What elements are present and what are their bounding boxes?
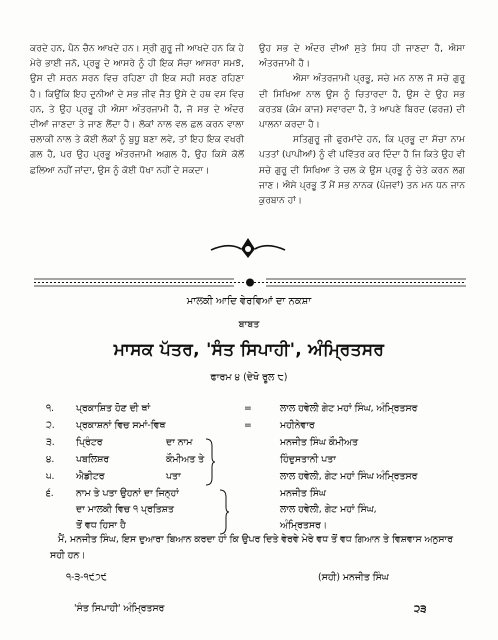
declaration-date: ੧-੩-੧੯੭੯	[66, 572, 107, 583]
row-number: ੪.	[46, 454, 55, 465]
declaration-text: ਮੈਂ, ਮਨਜੀਤ ਸਿੰਘ, ਇਸ ਦੁਆਰਾ ਬਿਆਨ ਕਰਦਾ ਹਾਂ ਕਿ ਉਪਰ ਦਿਤੇ ਵੇਰਵੇ ਮੇਰੇ ਵਧ ਤੋਂ ਵਧ ਗਿਆਨ ਤੇ ਵਿਸ਼ਵਾਸ ਅਨੁਸਾਰ ਸਹੀ ਹਨ।	[50, 534, 453, 561]
row-value: ਮਨਜੀਤ ਸਿੰਘ ਕੌਮੀਅਤ	[280, 437, 358, 448]
column-right-para-1: ਉਹ ਸਭ ਦੇ ਅੰਦਰ ਦੀਆਂ ਸੁਤੇ ਸਿਧ ਹੀ ਜਾਣਦਾ ਹੈ, ਐਸਾ ਅੰਤਰਜਾਮੀ ਹੈ।	[259, 44, 465, 70]
column-left-text: ਕਰਦੇ ਹਨ, ਪੈਨ ਚੈਨ ਆਖਦੇ ਹਨ। ਸ੍ਰੀ ਗੁਰੂ ਜੀ ਆਖਦੇ ਹਨ ਕਿ ਹੇ ਮੇਰੇ ਭਾਈ ਜਨੋ, ਪ੍ਰਭੂ ਦੇ ਆਸਰੇ ਨੂੰ ਹੀ ਇਕ ਸੱਚਾ ਆਸਰਾ ਸਮਝੋ, ਉਸ ਦੀ ਸਰਨ ਸਰਨ ਵਿਚ ਰਹਿਣਾ ਹੀ ਇਕ ਸਹੀ ਸਰਣ ਰਹਿਣਾ ਹੈ। ਕਿਉਂਕਿ ਇਹ ਦੁਨੀਆਂ ਦੇ ਸਭ ਜੀਵ ਜੈਤ ਉਸੇ ਦੇ ਹਥ ਵਸ ਵਿਚ ਹਨ, ਤੇ ਉਹ ਪ੍ਰਭੂ ਹੀ ਐਸਾ ਅੰਤਰਜਾਮੀ ਹੈ, ਜੋ ਸਭ ਦੇ ਅੰਦਰ ਦੀਆਂ ਜਾਣਦਾ ਤੇ ਜਾਣ ਲੈਂਦਾ ਹੈ। ਲੋਕਾਂ ਨਾਲ ਵਲ ਛਲ ਕਰਨ ਵਾਲਾ ਚਲਾਕੀ ਨਾਲ ਤੇ ਕੋਈ ਲੋਕਾਂ ਨੂੰ ਬੁਧੂ ਬਣਾ ਲਵੇ, ਤਾਂ ਇਹ ਇਕ ਵਖਰੀ ਗਲ ਹੈ, ਪਰ ਉਹ ਪ੍ਰਭੂ ਅੰਤਰਜਾਮੀ ਅਗਲ ਹੈ, ਉਹ ਕਿਸੇ ਕੋਲੋਂ ਛਲਿਆ ਨਹੀਂ ਜਾਂਦਾ, ਉਸ ਨੂੰ ਕੋਈ ਧੋਖਾ ਨਹੀਂ ਦੇ ਸਕਦਾ।	[30, 44, 244, 176]
row-value: ਅੰਮ੍ਰਿਤਸਰ।	[280, 520, 328, 531]
row-value: ਹਿੰਦੁਸਤਾਨੀ ਪਤਾ	[280, 454, 336, 465]
row-qualifier: ਦਾ ਨਾਮ	[166, 437, 193, 448]
column-right	[259, 42, 465, 209]
row-equals: =	[244, 420, 252, 431]
row-label: ਪਬਲਿਸ਼ਰ	[76, 454, 110, 465]
form-number: ਫਾਰਮ ੪ (ਦੇਖੋ ਰੂਲ ੮)	[210, 372, 288, 383]
row-qualifier: ਕੌਮੀਅਤ ਤੇ	[166, 454, 205, 465]
row-value: ਲਾਲ ਹਵੇਲੀ, ਗੇਟ ਮਹਾਂ ਸਿੰਘ ਅੰਮ੍ਰਿਤਸਰ	[280, 471, 418, 482]
section-subheading: ਬਾਬਤ	[238, 319, 260, 330]
row-label: ਪ੍ਰਕਾਸ਼ਿਤ ਹੋਣ ਦੀ ਥਾਂ	[76, 403, 150, 414]
signature-text: (ਸਹੀ) ਮਨਜੀਤ ਸਿੰਘ	[318, 572, 389, 583]
row-label: ਐਡੀਟਰ	[76, 471, 105, 482]
table-row	[0, 403, 498, 419]
row-qualifier: ਪਤਾ	[166, 471, 181, 482]
row-number: ੧.	[46, 403, 55, 414]
row-number: ੩.	[46, 437, 55, 448]
brace-right-icon	[204, 438, 216, 486]
column-left	[30, 42, 244, 179]
brace-right-icon	[218, 489, 230, 535]
row-value: ਲਾਲ ਹਵੇਲੀ ਗੇਟ ਮਹਾਂ ਸਿੰਘ, ਅੰਮ੍ਰਿਤਸਰ	[280, 403, 418, 414]
row-label: ਨਾਮ ਤੇ ਪਤਾ ਉਹਨਾਂ ਦਾ ਜਿਨ੍ਹਾਂ	[76, 488, 179, 499]
row-number: ੫.	[46, 471, 55, 482]
footer-publication: 'ਸੰਤ ਸਿਪਾਹੀ' ਅੰਮ੍ਰਿਤਸਰ	[74, 603, 165, 614]
page-number: ੨੩	[414, 604, 427, 615]
decorative-rule	[34, 278, 466, 287]
row-label: ਤੋਂ ਵਧ ਹਿਸਾ ਹੈ	[76, 520, 126, 531]
column-right-para-2: ਐਸਾ ਅੰਤਰਜਾਮੀ ਪ੍ਰਭੂ, ਸਚੇ ਮਨ ਨਾਲ ਜੋ ਸਚੇ ਗੁਰੂ ਦੀ ਸਿਖਿਆ ਨਾਲ ਉਸ ਨੂੰ ਚਿਤਾਰਦਾ ਹੈ, ਉਸ ਦੇ ਉਹ ਸਭ ਕਰਤਬ (ਕੰਮ ਕਾਜ) ਸਵਾਰਦਾ ਹੈ, ਤੇ ਆਪਣੇ ਬਿਰਦ (ਫਰਜ਼) ਦੀ ਪਾਲਨਾ ਕਰਦਾ ਹੈ।	[259, 74, 465, 131]
khanda-ornament-icon	[209, 236, 287, 260]
table-row	[0, 488, 498, 504]
column-right-para-3: ਸਤਿਗੁਰੂ ਜੀ ਫੁਰਮਾਂਦੇ ਹਨ, ਕਿ ਪ੍ਰਭੂ ਦਾ ਸੱਚਾ ਨਾਮ ਪਤਤਾਂ (ਪਾਪੀਆਂ) ਨੂੰ ਵੀ ਪਵਿੱਤਰ ਕਰ ਦਿੰਦਾ ਹੈ ਜਿ ਕਿਤੇ ਉਹ ਵੀ ਸਚੇ ਗੁਰੂ ਦੀ ਸਿਖਿਆ ਤੇ ਚਲ ਕੇ ਉਸ ਪ੍ਰਭੂ ਨੂੰ ਚੇਤੇ ਕਰਨ ਲਗ ਜਾਣ। ਐਸੇ ਪ੍ਰਭੂ ਤੋਂ ਮੈਂ ਸਭ ਨਾਨਕ (ਪੰਜਵਾਂ) ਤਨ ਮਨ ਧਨ ਜਾਨ ਕੁਰਬਾਨ ਹਾਂ।	[259, 135, 465, 207]
section-heading: ਮਾਲਕੀ ਆਦਿ ਵੇਰਵਿਆਂ ਦਾ ਨਕਸ਼ਾ	[186, 296, 312, 307]
row-value: ਲਾਲ ਹਵੇਲੀ, ਗੇਟ ਮਹਾਂ ਸਿੰਘ,	[280, 504, 377, 515]
row-equals: =	[244, 403, 252, 414]
table-row	[0, 504, 498, 520]
table-row	[0, 471, 498, 487]
table-row	[0, 437, 498, 453]
row-label: ਦਾ ਮਾਲਕੀ ਵਿਚ ੧ ਪ੍ਰਤਿਸ਼ਤ	[76, 504, 174, 515]
row-value: ਮਹੀਨੇਵਾਰ	[280, 420, 315, 431]
row-label: ਪ੍ਰਕਾਸ਼ਨਾਂ ਵਿਚ ਸਮਾਂ-ਵਿਥ	[76, 420, 166, 431]
document-title: ਮਾਸਕ ਪੱਤਰ, 'ਸੰਤ ਸਿਪਾਹੀ', ਅੰਮ੍ਰਿਤਸਰ	[113, 340, 385, 360]
row-value: ਮਨਜੀਤ ਸਿੰਘ	[280, 488, 326, 499]
row-label: ਪ੍ਰਿੰਟਰ	[76, 437, 103, 448]
row-number: ੨.	[46, 420, 55, 431]
table-row	[0, 454, 498, 470]
row-number: ੬.	[46, 488, 54, 499]
table-row	[0, 420, 498, 436]
